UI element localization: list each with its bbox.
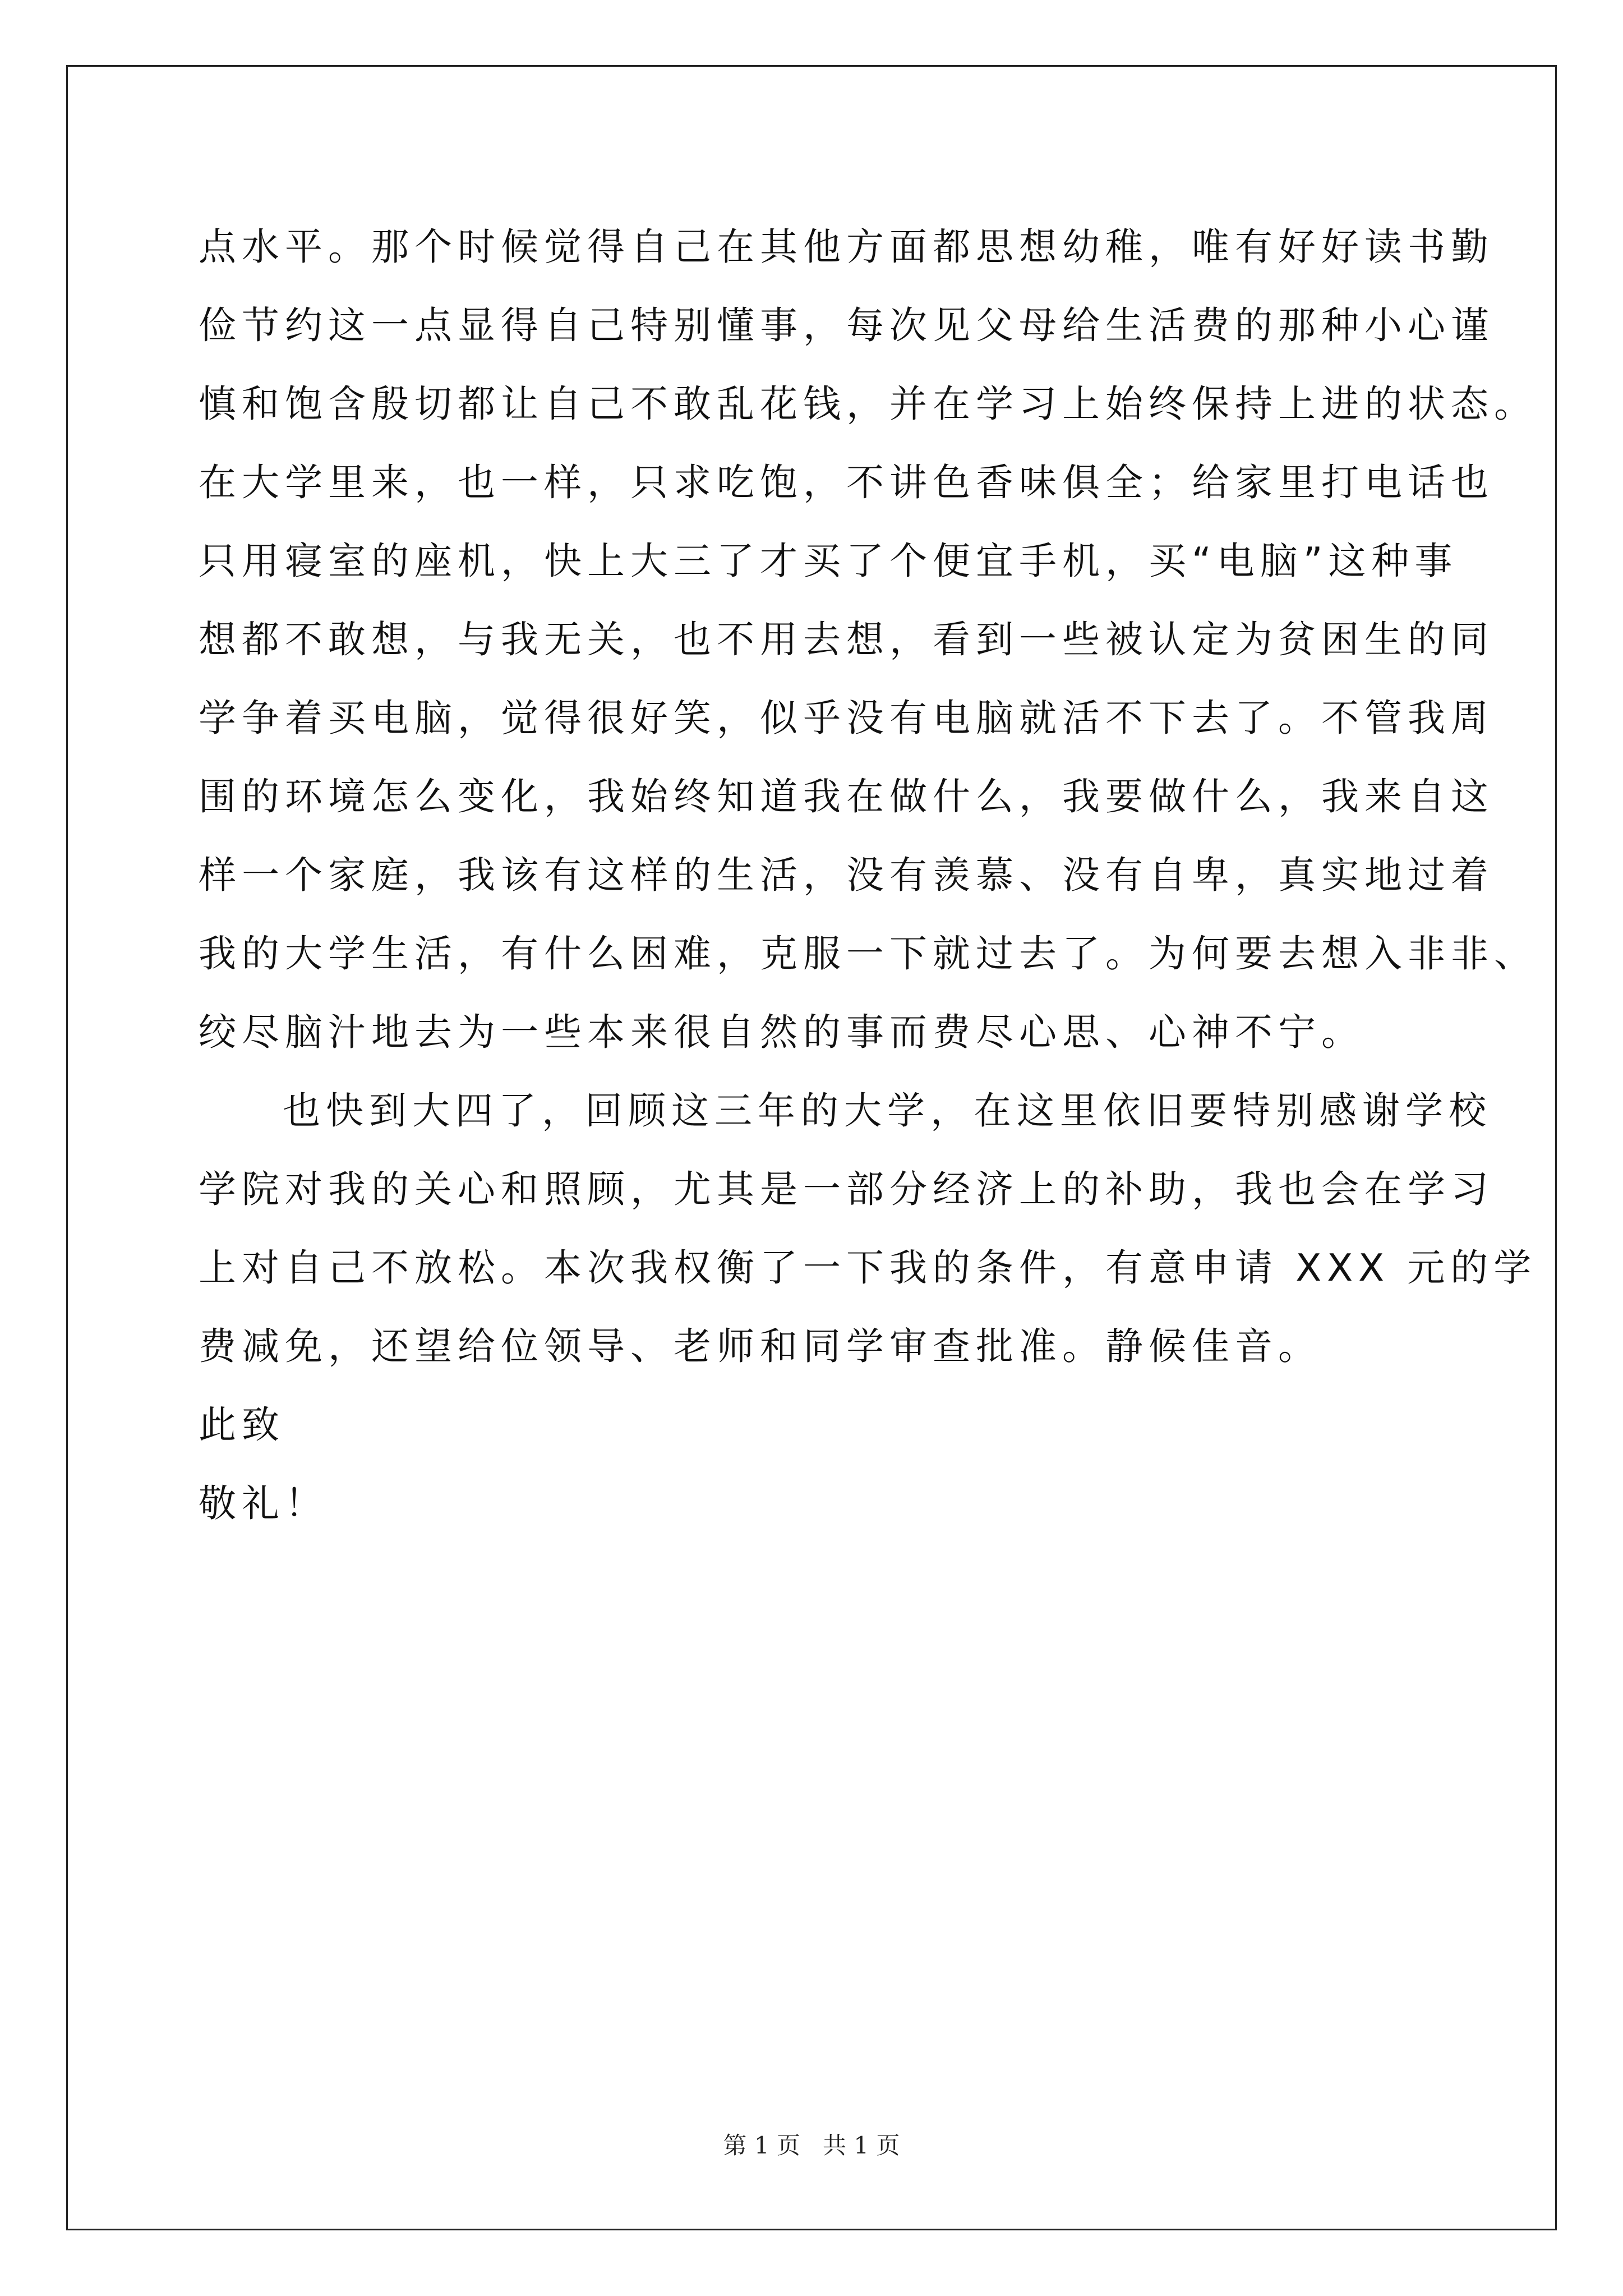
body-line: 样一个家庭，我该有这样的生活，没有羡慕、没有自卑，真实地过着 xyxy=(199,853,1494,897)
body-line: 费减免，还望给位领导、老师和同学审查批准。静候佳音。 xyxy=(199,1324,1321,1368)
body-line: 只用寝室的座机，快上大三了才买了个便宜手机，买“电脑”这种事 xyxy=(199,539,1458,583)
body-line: 上对自己不放松。本次我权衡了一下我的条件，有意申请 XXX 元的学 xyxy=(199,1246,1537,1290)
body-line: 学院对我的关心和照顾，尤其是一部分经济上的补助，我也会在学习 xyxy=(199,1167,1494,1211)
page-number-footer: 第 1 页 共 1 页 xyxy=(723,2132,900,2159)
body-line: 俭节约这一点显得自己特别懂事，每次见父母给生活费的那种小心谨 xyxy=(199,303,1494,347)
body-line: 绞尽脑汁地去为一些本来很自然的事而费尽心思、心神不宁。 xyxy=(199,1010,1364,1054)
letter-body xyxy=(199,208,1537,1543)
body-line: 围的环境怎么变化，我始终知道我在做什么，我要做什么，我来自这 xyxy=(199,775,1494,818)
body-line: 想都不敢想，与我无关，也不用去想，看到一些被认定为贫困生的同 xyxy=(199,618,1494,661)
body-line: 学争着买电脑，觉得很好笑，似乎没有电脑就活不下去了。不管我周 xyxy=(199,696,1494,740)
closing-regards: 敬礼！ xyxy=(199,1481,328,1525)
body-line: 我的大学生活，有什么困难，克服一下就过去了。为何要去想入非非、 xyxy=(199,932,1537,976)
body-line: 在大学里来，也一样，只求吃饱，不讲色香味俱全；给家里打电话也 xyxy=(199,461,1494,504)
body-line: 点水平。那个时候觉得自己在其他方面都思想幼稚，唯有好好读书勤 xyxy=(199,225,1494,269)
body-line: 慎和饱含殷切都让自己不敢乱花钱，并在学习上始终保持上进的状态。 xyxy=(199,382,1537,426)
closing-salutation: 此致 xyxy=(199,1403,285,1447)
paragraph-start-line: 也快到大四了，回顾这三年的大学，在这里依旧要特别感谢学校 xyxy=(283,1089,1492,1133)
